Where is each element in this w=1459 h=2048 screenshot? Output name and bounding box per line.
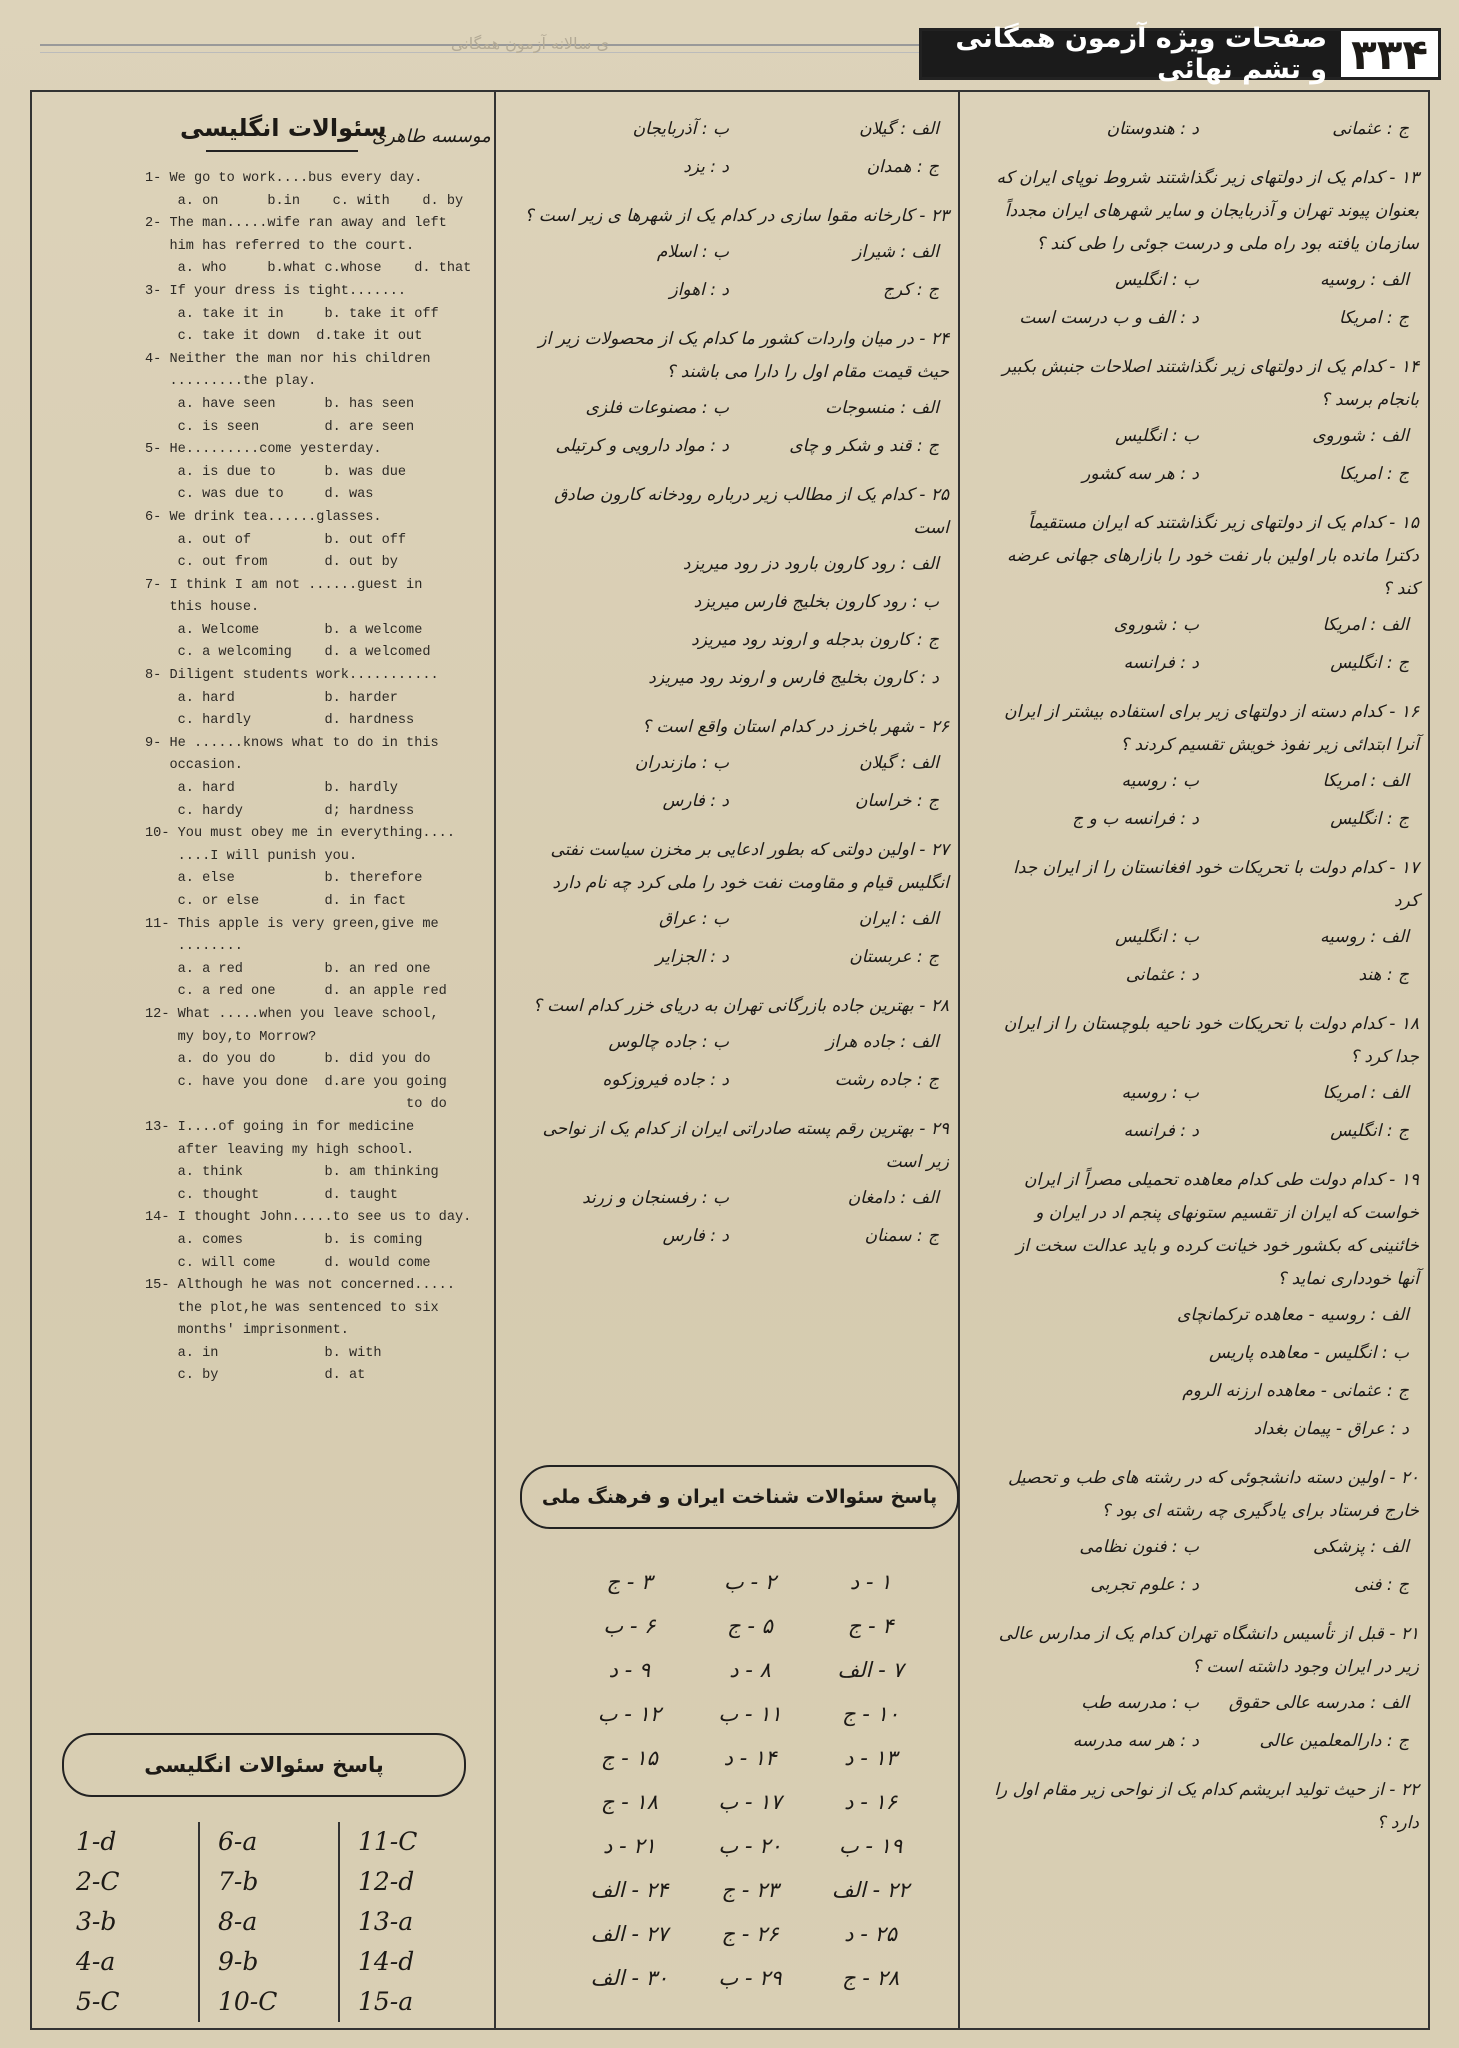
option-text: ب : رود کارون بخلیج فارس میریزد <box>693 592 939 612</box>
question-text: ۲۴ - در میان واردات کشور ما کدام یک از محصولات زیر از حیث قیمت مقام اول را دارا می باشند ؟ <box>538 329 949 382</box>
question-block <box>989 1618 1419 1760</box>
option-row <box>989 1372 1419 1410</box>
english-answers-title: پاسخ سئوالات انگلیسی <box>62 1733 466 1797</box>
answer-row <box>570 1780 930 1824</box>
english-question: 8- Diligent students work........... <box>145 668 439 684</box>
answer-item: ۱۸ - ج <box>600 1790 658 1814</box>
option-text: ج : کرج <box>883 280 939 300</box>
option-text: ج : هند <box>1358 965 1409 985</box>
question-block <box>989 1774 1419 1840</box>
option-text: د : جاده فیروزکوه <box>602 1070 729 1090</box>
option-text: ب : فنون نظامی <box>1079 1537 1199 1557</box>
answer-item: ۳ - ج <box>606 1570 653 1594</box>
question-text: ۱۳ - کدام یک از دولتهای زیر نگذاشتند شروط نوپای ایران که بعنوان پیوند تهران و آذربایجان و سایر شهرهای ایران مجدداً سازمان یافته بود راه ملی و درست جوئی را طی کند ؟ <box>996 168 1419 254</box>
option-row <box>989 800 1419 838</box>
option-row <box>519 427 949 465</box>
english-answers-grid <box>58 1822 418 2022</box>
answer-item: 7-b <box>218 1867 259 1896</box>
answer-row <box>570 1868 930 1912</box>
english-title: سئوالات انگلیسی <box>180 114 387 142</box>
english-option-line: a. do you do b. did you do <box>145 1052 431 1068</box>
english-option-line: a. is due to b. was due <box>145 464 407 480</box>
option-text: الف : رود کارون بارود دز رود میریزد <box>682 554 939 574</box>
question-block <box>519 200 949 309</box>
option-text: ب : اسلام <box>656 242 729 262</box>
question-text: ۲۸ - بهترین جاده بازرگانی تهران به دریای خزر کدام است ؟ <box>532 996 949 1016</box>
answer-item: ۲۲ - الف <box>831 1878 910 1902</box>
middle-questions <box>519 110 949 1269</box>
option-text: الف : منسوجات <box>825 398 939 418</box>
option-text: د : فرانسه <box>1123 1121 1199 1141</box>
option-text: د : هندوستان <box>1106 119 1199 139</box>
page-title: صفحات ویژه آزمون همگانی و تشم نهائی <box>922 31 1341 77</box>
option-text: ب : مدرسه طب <box>1081 1693 1199 1713</box>
answer-item: 10-C <box>218 1987 278 2016</box>
option-text: ب : جاده چالوس <box>608 1032 729 1052</box>
option-text: الف : ایران <box>858 909 939 929</box>
answer-divider <box>338 1822 340 2022</box>
option-row <box>519 900 949 938</box>
option-text: د : اهواز <box>669 280 729 300</box>
question-text: ۲۵ - کدام یک از مطالب زیر درباره رودخانه کارون صادق است <box>554 485 949 538</box>
english-question: 6- We drink tea......glasses. <box>145 509 382 525</box>
english-option-line: c. will come d. would come <box>145 1255 431 1271</box>
answer-item: 12-d <box>358 1867 415 1896</box>
option-text: ب : مازندران <box>634 753 729 773</box>
english-option-line: a. out of b. out off <box>145 532 407 548</box>
english-option-line: c. is seen d. are seen <box>145 419 415 435</box>
answer-column <box>358 1822 468 2022</box>
english-option-line: a. have seen b. has seen <box>145 396 415 412</box>
answer-item: ۲۵ - د <box>844 1922 898 1946</box>
option-text: ب : مصنوعات فلزی <box>585 398 729 418</box>
answer-item: 14-d <box>358 1947 415 1976</box>
option-text: ب : آذربایجان <box>632 119 729 139</box>
answer-item: 15-a <box>358 1987 414 2016</box>
answer-item: ۲۴ - الف <box>590 1878 669 1902</box>
answer-item: ۱۱ - ب <box>718 1702 782 1726</box>
english-question: 2- The man.....wife ran away and left him has referred to the court. <box>145 216 447 254</box>
option-text: ج : قند و شکر و چای <box>789 436 939 456</box>
option-text: ب : انگلیس <box>1115 270 1199 290</box>
persian-answers-grid <box>570 1560 930 2000</box>
english-question: 11- This apple is very green,give me ........ <box>145 916 439 955</box>
english-option-line: c. take it down d.take it out <box>145 329 423 345</box>
english-option-line: c. have you done d.are you going to do <box>177 1074 447 1113</box>
answer-item: ۱ - د <box>849 1570 892 1594</box>
answer-row <box>570 1604 930 1648</box>
option-text: د : علوم تجربی <box>1090 1575 1199 1595</box>
english-author: موسسه طاهری <box>372 126 491 147</box>
english-option-line: a. in b. with <box>145 1345 382 1361</box>
english-option-line: a. think b. am thinking <box>145 1165 439 1181</box>
option-text: ب : انگلیس <box>1115 426 1199 446</box>
english-question: 9- He ......knows what to do in this occasion. <box>145 735 439 774</box>
option-text: ج : سمنان <box>864 1226 939 1246</box>
answer-row <box>570 1736 930 1780</box>
answer-item: ۱۹ - ب <box>838 1834 903 1858</box>
english-option-line: a. hard b. hardly <box>145 781 398 797</box>
option-text: ج : همدان <box>866 157 939 177</box>
english-option-line: a. hard b. harder <box>145 690 398 706</box>
answer-item: 4-a <box>76 1947 116 1976</box>
english-question: 13- I....of going in for medicine after leaving my high school. <box>145 1119 415 1158</box>
answer-row <box>570 1692 930 1736</box>
question-block <box>989 852 1419 994</box>
option-row <box>989 1410 1419 1448</box>
answer-item: ۱۳ - د <box>844 1746 898 1770</box>
option-text: ج : عثمانی - معاهده ارزنه الروم <box>1182 1381 1409 1401</box>
english-questions <box>145 168 485 1388</box>
english-option-line: c. out from d. out by <box>145 555 398 571</box>
option-row <box>519 545 949 583</box>
english-question: 15- Although he was not concerned..... the plot,he was sentenced to six months' imprisonment. <box>145 1278 455 1339</box>
option-text: ب : روسیه <box>1121 771 1199 791</box>
question-block <box>989 110 1419 148</box>
option-text: الف : شوروی <box>1312 426 1409 446</box>
option-text: الف : شیراز <box>853 242 939 262</box>
answer-item: ۲۷ - الف <box>590 1922 669 1946</box>
option-row <box>519 148 949 186</box>
question-text: ۲۱ - قبل از تأسیس دانشگاه تهران کدام یک از مدارس عالی زیر در ایران وجود داشته است ؟ <box>998 1624 1419 1677</box>
option-text: د : فرانسه <box>1123 653 1199 673</box>
option-row <box>519 744 949 782</box>
answer-item: ۱۷ - ب <box>718 1790 782 1814</box>
option-text: الف : امریکا <box>1322 1083 1409 1103</box>
answer-item: 5-C <box>76 1987 120 2016</box>
right-questions <box>989 110 1419 1854</box>
question-text: ۱۷ - کدام دولت با تحریکات خود افغانستان را از ایران جدا کرد <box>1013 858 1419 911</box>
english-option-line: c. a welcoming d. a welcomed <box>145 645 431 661</box>
option-text: ج : امریکا <box>1338 464 1409 484</box>
question-block <box>989 162 1419 337</box>
answer-row <box>570 1912 930 1956</box>
answer-item: 9-b <box>218 1947 259 1976</box>
english-option-line: a. comes b. is coming <box>145 1232 423 1248</box>
answer-item: ۲۱ - د <box>602 1834 656 1858</box>
title-underline <box>206 150 358 152</box>
option-text: د : الجزایر <box>655 947 729 967</box>
answer-item: ۱۰ - ج <box>842 1702 900 1726</box>
question-text: ۱۶ - کدام دسته از دولتهای زیر برای استفاده بیشتر از ایران آنرا ابتدائی زیر نفوذ خویش تقسیم کردند ؟ <box>1004 702 1419 755</box>
option-text: الف : جاده هراز <box>826 1032 939 1052</box>
question-text: ۲۶ - شهر باخرز در کدام استان واقع است ؟ <box>641 717 949 737</box>
option-text: الف : گیلان <box>859 753 939 773</box>
question-text: ۲۰ - اولین دسته دانشجوئی که در رشته های طب و تحصیل خارج فرستاد برای یادگیری چه رشته ای بود ؟ <box>1008 1468 1419 1521</box>
option-text: الف : پزشکی <box>1313 1537 1409 1557</box>
english-question: 10- You must obey me in everything.... ....I will punish you. <box>145 826 455 864</box>
option-row <box>989 455 1419 493</box>
option-row <box>519 938 949 976</box>
option-row <box>989 1112 1419 1150</box>
answer-item: ۲۸ - ج <box>842 1966 900 1990</box>
option-row <box>519 1217 949 1255</box>
question-text: ۲۳ - کارخانه مقوا سازی در کدام یک از شهرها ی زیر است ؟ <box>524 206 949 226</box>
option-row <box>989 1528 1419 1566</box>
question-block <box>519 323 949 465</box>
option-text: د : فارس <box>662 1226 729 1246</box>
question-block <box>989 1008 1419 1150</box>
english-option-line: c. by d. at <box>145 1368 366 1384</box>
answer-item: 8-a <box>218 1907 258 1936</box>
question-text: ۱۸ - کدام دولت با تحریکات خود ناحیه بلوچستان را از ایران جدا کرد ؟ <box>1003 1014 1419 1067</box>
english-option-line: c. was due to d. was <box>145 487 374 503</box>
option-row <box>519 659 949 697</box>
answer-item: ۲ - ب <box>724 1570 776 1594</box>
option-row <box>519 110 949 148</box>
answer-item: ۴ - ج <box>847 1614 894 1638</box>
english-option-line: c. hardy d; hardness <box>145 803 415 819</box>
answer-item: 3-b <box>76 1907 117 1936</box>
option-text: ج : خراسان <box>854 791 939 811</box>
option-text: ب : انگلیس - معاهده پاریس <box>1209 1343 1409 1363</box>
option-row <box>989 956 1419 994</box>
answer-item: ۱۲ - ب <box>597 1702 662 1726</box>
option-text: ج : انگلیس <box>1330 809 1409 829</box>
option-text: ج : امریکا <box>1338 308 1409 328</box>
option-text: ج : فنی <box>1354 1575 1409 1595</box>
question-block <box>989 1164 1419 1448</box>
answer-column <box>76 1822 186 2022</box>
answer-item: 1-d <box>76 1827 117 1856</box>
english-option-line: c. or else d. in fact <box>145 894 407 909</box>
option-text: ج : جاده رشت <box>834 1070 939 1090</box>
option-row <box>989 1722 1419 1760</box>
option-row <box>989 1684 1419 1722</box>
option-row <box>989 261 1419 299</box>
persian-answers-title: پاسخ سئوالات شناخت ایران و فرهنگ ملی <box>520 1465 959 1529</box>
question-block <box>989 1462 1419 1604</box>
answer-item: ۸ - د <box>729 1658 771 1682</box>
option-text: الف : روسیه <box>1320 927 1409 947</box>
question-block <box>989 507 1419 682</box>
option-text: الف : روسیه <box>1320 270 1409 290</box>
question-text: ۲۷ - اولین دولتی که بطور ادعایی بر مخزن سیاست نفتی انگلیس قیام و مقاومت نفت خود را ملی کرد چه نام دارد <box>550 840 949 893</box>
option-text: الف : امریکا <box>1322 615 1409 635</box>
answer-item: ۵ - ج <box>727 1614 773 1638</box>
question-block <box>519 110 949 186</box>
english-option-line: c. a red one d. an apple red <box>145 984 447 1000</box>
question-block <box>519 990 949 1099</box>
english-option-line: a. on b.in c. with d. by <box>145 193 464 209</box>
answer-item: ۶ - ب <box>603 1614 656 1638</box>
option-text: الف : روسیه - معاهده ترکمانچای <box>1177 1305 1409 1325</box>
option-text: ج : انگلیس <box>1330 1121 1409 1141</box>
option-row <box>989 644 1419 682</box>
page-number: ۳۳۴ <box>1351 29 1428 79</box>
option-text: د : مواد دارویی و کرتیلی <box>555 436 729 456</box>
option-row <box>989 1296 1419 1334</box>
option-text: الف : مدرسه عالی حقوق <box>1228 1693 1409 1713</box>
option-text: د : یزد <box>683 157 729 177</box>
option-row <box>989 762 1419 800</box>
option-text: د : فارس <box>662 791 729 811</box>
option-row <box>989 110 1419 148</box>
english-question: 3- If your dress is tight....... <box>145 283 407 299</box>
page-header <box>919 23 1441 85</box>
english-option-line: a. a red b. an red one <box>145 961 431 977</box>
option-row <box>989 918 1419 956</box>
faded-header-text: ی سالانه آزمون همگانی <box>450 34 610 53</box>
english-question: 4- Neither the man nor his children .........the play. <box>145 351 431 390</box>
question-block <box>519 711 949 820</box>
english-question: 1- We go to work....bus every day. <box>145 171 423 186</box>
answer-item: ۳۰ - الف <box>590 1966 669 1990</box>
answer-row <box>570 1560 930 1604</box>
option-text: ب : روسیه <box>1121 1083 1199 1103</box>
answer-item: ۷ - الف <box>837 1658 904 1682</box>
option-row <box>989 299 1419 337</box>
answer-column <box>218 1822 328 2022</box>
question-text: ۱۵ - کدام یک از دولتهای زیر نگذاشتند که ایران مستقیماً دکترا مانده بار اولین بار نفت خود را بازارهای جهانی عرضه کند ؟ <box>1006 513 1419 599</box>
question-text: ۱۴ - کدام یک از دولتهای زیر نگذاشتند اصلاحات جنبش بکبیر بانجام برسد ؟ <box>1002 357 1419 410</box>
option-text: ب : شوروی <box>1113 615 1199 635</box>
answer-item: ۲۰ - ب <box>718 1834 782 1858</box>
option-text: ج : انگلیس <box>1330 653 1409 673</box>
answer-divider <box>198 1822 200 2022</box>
option-row <box>519 1061 949 1099</box>
option-text: ب : انگلیس <box>1115 927 1199 947</box>
question-text: ۱۹ - کدام دولت طی کدام معاهده تحمیلی مصراً از ایران خواست که ایران از تقسیم ستونهای پنجم اد در ایران و خائنینی که بکشور خود خیانت کرده و باید عدالت سخت از آنها خودداری نماید ؟ <box>1016 1170 1419 1289</box>
answer-item: 13-a <box>358 1907 414 1936</box>
question-text: ۲۹ - بهترین رقم پسته صادراتی ایران از کدام یک از نواحی زیر است <box>542 1119 949 1172</box>
answer-item: 11-C <box>358 1827 418 1856</box>
answer-row <box>570 1824 930 1868</box>
english-option-line: a. Welcome b. a welcome <box>145 622 423 638</box>
answer-item: ۱۶ - د <box>844 1790 898 1814</box>
option-text: د : فرانسه ب و ج <box>1072 809 1199 829</box>
answer-item: 6-a <box>218 1827 258 1856</box>
option-row <box>989 417 1419 455</box>
answer-item: 2-C <box>76 1867 120 1896</box>
answer-item: ۲۶ - ج <box>721 1922 779 1946</box>
question-block <box>519 479 949 697</box>
option-text: د : الف و ب درست است <box>1019 308 1199 328</box>
option-text: د : هر سه کشور <box>1082 464 1199 484</box>
english-option-line: c. thought d. taught <box>145 1187 398 1203</box>
option-row <box>519 233 949 271</box>
option-row <box>519 389 949 427</box>
option-text: الف : دامغان <box>847 1188 939 1208</box>
option-text: ج : کارون بدجله و اروند رود میریزد <box>691 630 939 650</box>
question-block <box>519 1113 949 1255</box>
option-row <box>519 1023 949 1061</box>
option-text: ج : عربستان <box>849 947 939 967</box>
question-block <box>989 351 1419 493</box>
english-option-line: a. who b.what c.whose d. that <box>145 261 472 277</box>
answer-item: ۱۴ - د <box>723 1746 777 1770</box>
option-row <box>989 1074 1419 1112</box>
option-row <box>519 271 949 309</box>
option-text: ج : عثمانی <box>1332 119 1409 139</box>
answer-item: ۲۳ - ج <box>721 1878 779 1902</box>
option-text: د : هر سه مدرسه <box>1072 1731 1199 1751</box>
answer-row <box>570 1648 930 1692</box>
option-row <box>519 621 949 659</box>
option-row <box>519 1179 949 1217</box>
question-text: ۲۲ - از حیث تولید ابریشم کدام یک از نواحی زیر مقام اول را دارد ؟ <box>994 1780 1419 1833</box>
option-row <box>989 1334 1419 1372</box>
option-text: الف : گیلان <box>859 119 939 139</box>
answer-item: ۹ - د <box>608 1658 651 1682</box>
option-text: د : کارون بخلیج فارس و اروند رود میریزد <box>648 668 939 688</box>
answer-item: ۲۹ - ب <box>718 1966 782 1990</box>
option-row <box>519 782 949 820</box>
english-option-line: c. hardly d. hardness <box>145 713 415 729</box>
english-question: 14- I thought John.....to see us to day. <box>145 1210 472 1226</box>
english-option-line: a. take it in b. take it off <box>145 306 439 322</box>
option-text: الف : امریکا <box>1322 771 1409 791</box>
option-text: د : عثمانی <box>1125 965 1199 985</box>
option-text: ج : دارالمعلمین عالی <box>1259 1731 1409 1751</box>
english-question: 7- I think I am not ......guest in this house. <box>145 577 423 616</box>
option-text: ب : عراق <box>659 909 729 929</box>
question-block <box>519 834 949 976</box>
english-option-line: a. else b. therefore <box>145 871 423 887</box>
option-text: د : عراق - پیمان بغداد <box>1253 1419 1409 1439</box>
answer-item: ۱۵ - ج <box>600 1746 658 1770</box>
option-row <box>989 1566 1419 1604</box>
option-row <box>519 583 949 621</box>
answer-row <box>570 1956 930 2000</box>
option-text: ب : رفسنجان و زرند <box>582 1188 729 1208</box>
english-question: 5- He.........come yesterday. <box>145 442 382 458</box>
english-question: 12- What .....when you leave school, my boy,to Morrow? <box>145 1006 439 1045</box>
question-block <box>989 696 1419 838</box>
option-row <box>989 606 1419 644</box>
